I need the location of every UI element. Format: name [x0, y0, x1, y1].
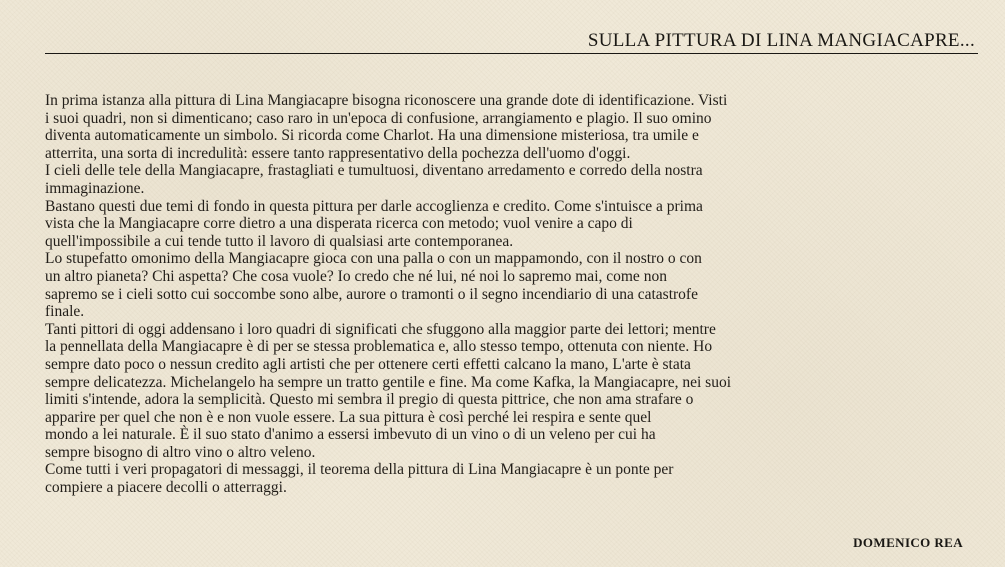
text-line: Lo stupefatto omonimo della Mangiacapre gioca con una palla o con un mappamondo, con il nostro o con	[45, 250, 702, 268]
text-line: sempre delicatezza. Michelangelo ha sempre un tratto gentile e fine. Ma come Kafka, la Mangiacapre, nei suoi	[45, 373, 732, 391]
text-line: quell'impossibile a cui tende tutto il lavoro di qualsiasi arte contemporanea.	[45, 232, 514, 250]
text-line: immaginazione.	[45, 179, 145, 197]
text-line: diventa automaticamente un simbolo. Si ricorda come Charlot. Ha una dimensione misteriosa, tra umile e	[45, 127, 699, 145]
text-line: sempre bisogno di altro vino o altro veleno.	[45, 443, 316, 461]
page-title: SULLA PITTURA DI LINA MANGIACAPRE...	[587, 30, 975, 51]
text-line: Come tutti i veri propagatori di messaggi, il teorema della pittura di Lina Mangiacapre è un ponte per	[45, 461, 674, 479]
text-line: sempre dato poco o nessun credito agli artisti che per ottenere certi effetti calcano la mano, L'arte è stata	[45, 355, 691, 373]
text-line: limiti s'intende, adora la semplicità. Questo mi sembra il pregio di questa pittrice, che non ama strafare o	[45, 391, 694, 409]
text-line: mondo a lei naturale. È il suo stato d'animo a essersi imbevuto di un vino o di un veleno per cui ha	[45, 426, 656, 444]
article-body	[45, 92, 945, 497]
text-line: I cieli delle tele della Mangiacapre, frastagliati e tumultuosi, diventano arredamento e corredo della nostra	[45, 162, 703, 180]
text-line: Bastano questi due temi di fondo in questa pittura per darle accoglienza e credito. Come s'intuisce a prima	[45, 197, 703, 215]
text-line: finale.	[45, 303, 85, 321]
text-line: sapremo se i cieli sotto cui soccombe sono albe, aurore o tramonti o il segno incendiario di una catastrofe	[45, 285, 698, 303]
text-line: un altro pianeta? Chi aspetta? Che cosa vuole? Io credo che né lui, né noi lo sapremo mai, come non	[45, 267, 667, 285]
text-line: Tanti pittori di oggi addensano i loro quadri di significati che sfuggono alla maggior parte dei lettori; mentre	[45, 320, 716, 338]
text-line: la pennellata della Mangiacapre è di per se stessa problematica e, allo stesso tempo, ottenuta con niente. Ho	[45, 338, 713, 356]
text-line: compiere a piacere decolli o atterraggi.	[45, 479, 287, 497]
text-line: apparire per quel che non è e non vuole essere. La sua pittura è così perché lei respira e sente quel	[45, 408, 652, 426]
author-signature: DOMENICO REA	[853, 535, 963, 550]
text-line: vista che la Mangiacapre corre dietro a una disperata ricerca con metodo; vuol venire a capo di	[45, 215, 633, 233]
title-divider	[45, 53, 978, 54]
text-line: In prima istanza alla pittura di Lina Mangiacapre bisogna riconoscere una grande dote di identificazione. Visti	[45, 92, 728, 109]
text-line: atterrita, una sorta di incredulità: essere tanto rappresentativo della pochezza dell'uomo d'oggi.	[45, 144, 631, 162]
text-line: i suoi quadri, non si dimenticano; caso raro in un'epoca di confusione, arrangiamento e plagio. Il suo omino	[45, 109, 712, 127]
